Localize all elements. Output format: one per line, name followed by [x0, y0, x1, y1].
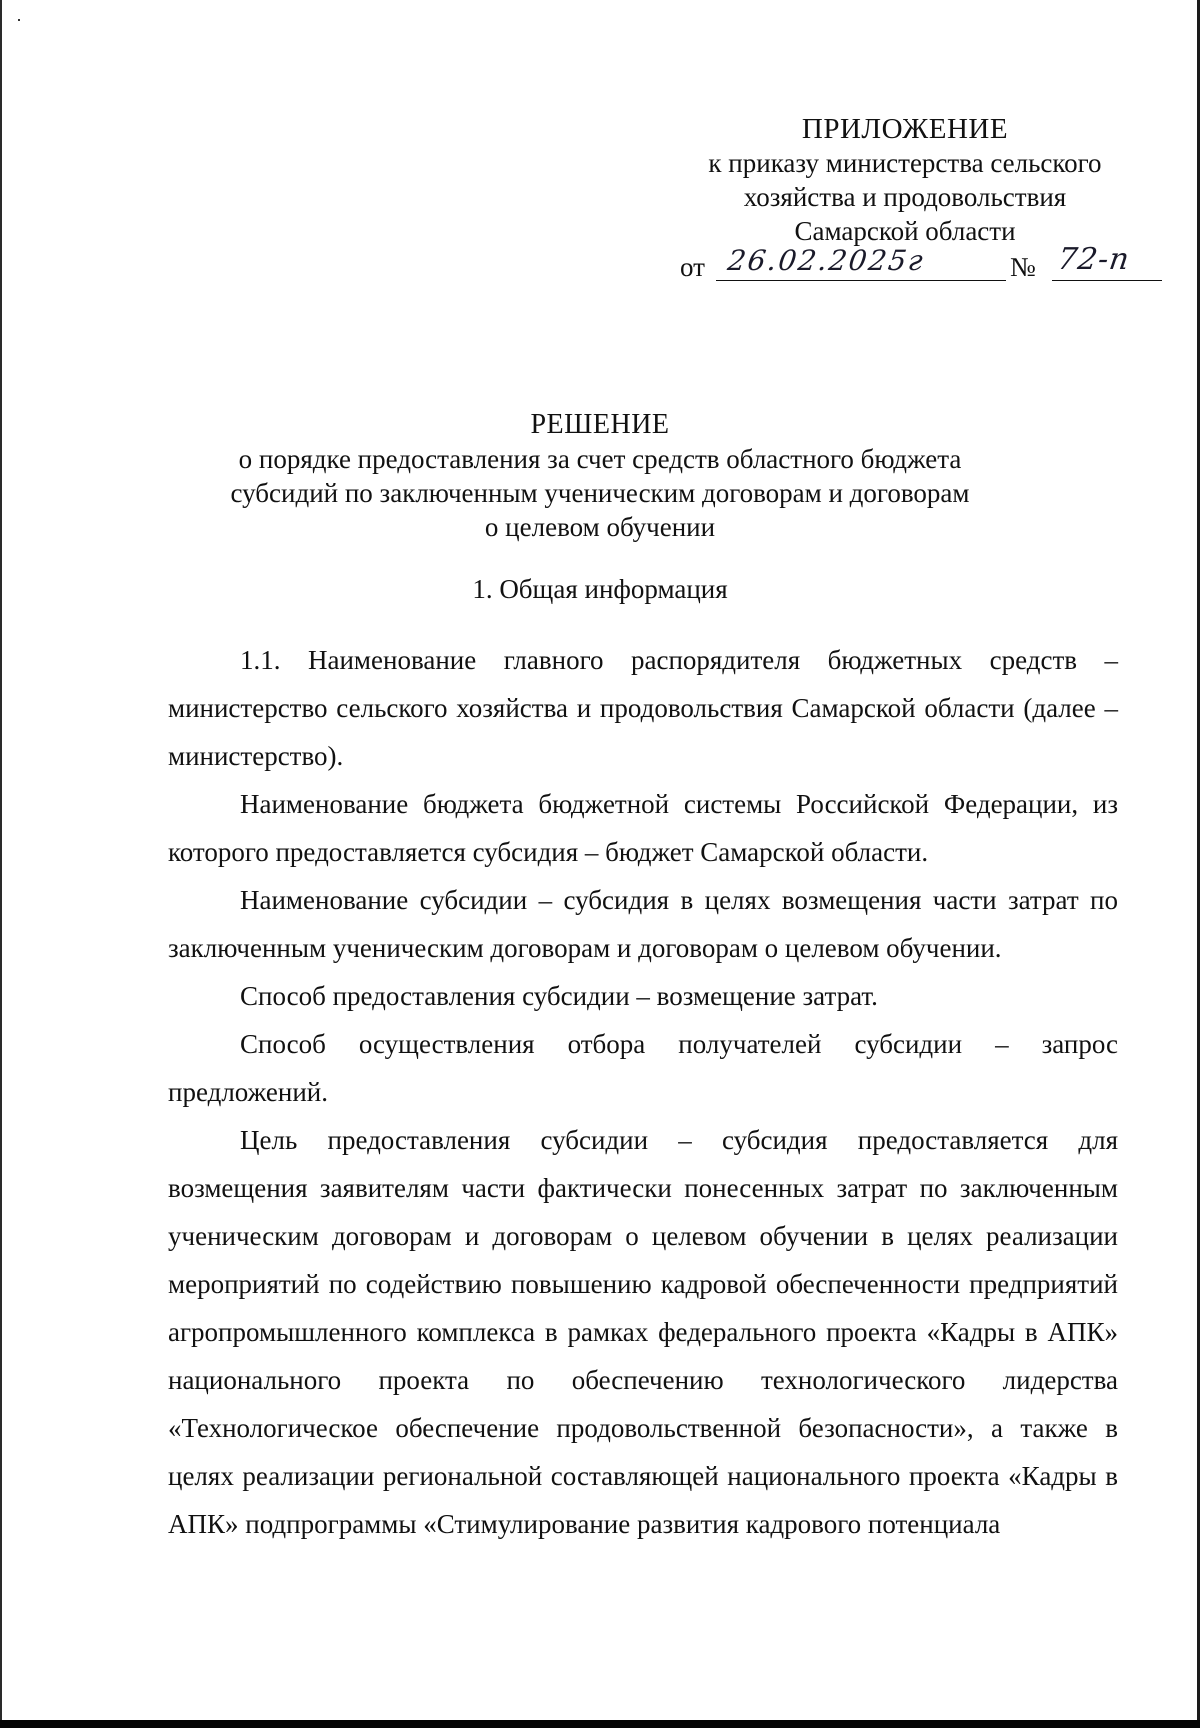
handwritten-number: 72-п	[1055, 242, 1133, 277]
handwritten-date: 26.02.2025г	[725, 244, 927, 277]
paragraph: Способ предоставления субсидии – возмещение затрат.	[240, 981, 878, 1011]
appendix-line-1: к приказу министерства сельского	[708, 148, 1102, 178]
paragraph: Цель предоставления субсидии – субсидия предоставляется для возмещения заявителям части фактически понесенных затрат по заключенным ученическим договорам и договорам о целевом обучении в целях реализации мероприятий по содействию повышению кадровой обеспеченности предприятий агропромышленного комплекса в рамках федерального проекта «Кадры в АПК» национального проекта по обеспечению технологического лидерства «Технологическое обеспечение продовольственной безопасности», а также в целях реализации региональной составляющей национального проекта «Кадры в АПК» подпрограммы «Стимулирование развития кадрового потенциала	[168, 1125, 1118, 1539]
order-reference-line	[680, 242, 1180, 286]
section-heading: 1. Общая информация	[472, 574, 728, 604]
date-field	[716, 246, 1006, 281]
number-label: №	[1010, 252, 1036, 282]
body-text	[168, 636, 1118, 1548]
scan-dot	[18, 19, 20, 21]
number-field	[1052, 242, 1162, 281]
appendix-line-3: Самарской области	[794, 216, 1016, 246]
decision-line-1: о порядке предоставления за счет средств областного бюджета	[238, 444, 962, 474]
appendix-line-2: хозяйства и продовольствия	[743, 182, 1067, 212]
paragraph: Наименование бюджета бюджетной системы Российской Федерации, из которого предоставляется субсидия – бюджет Самарской области.	[168, 789, 1118, 867]
decision-line-3: о целевом обучении	[484, 512, 716, 542]
appendix-title: ПРИЛОЖЕНИЕ	[801, 113, 1009, 145]
date-label: от	[680, 252, 705, 282]
appendix-block	[640, 112, 1170, 248]
decision-title: РЕШЕНИЕ	[530, 409, 670, 440]
decision-line-2: субсидий по заключенным ученическим договорам и договорам	[230, 478, 970, 508]
scan-edge-bottom	[0, 1720, 1200, 1728]
paragraph: Способ осуществления отбора получателей субсидии – запрос предложений.	[168, 1029, 1118, 1107]
paragraph: 1.1. Наименование главного распорядителя бюджетных средств – министерство сельского хозяйства и продовольствия Самарской области (далее – министерство).	[168, 645, 1118, 771]
decision-heading	[160, 408, 1040, 544]
scan-edge-left	[0, 0, 2, 1728]
paragraph: Наименование субсидии – субсидия в целях возмещения части затрат по заключенным ученическим договорам и договорам о целевом обучении.	[168, 885, 1118, 963]
